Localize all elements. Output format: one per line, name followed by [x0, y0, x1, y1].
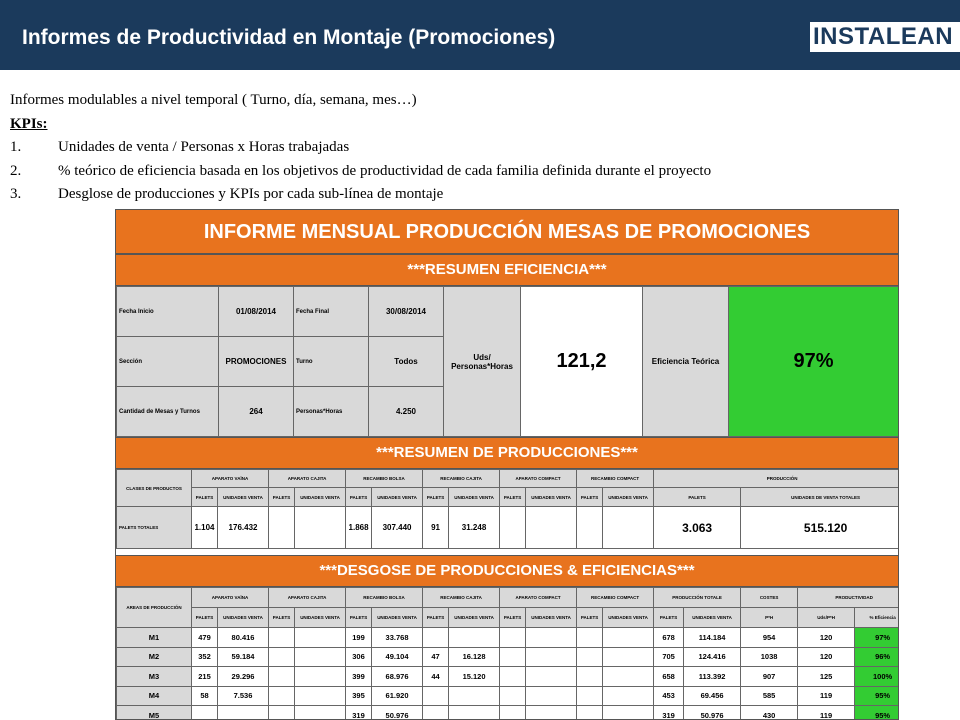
total-unidades-value: 515.120	[741, 507, 899, 549]
detail-cell	[500, 667, 526, 687]
production-cell	[603, 507, 654, 549]
area-label: M3	[117, 667, 192, 687]
production-cell: 1.104	[192, 507, 218, 549]
total-palets-cell: 705	[654, 647, 684, 667]
detail-cell	[526, 628, 577, 648]
costes-header: COSTES	[741, 588, 798, 608]
area-label: M5	[117, 706, 192, 720]
kpi-item	[10, 136, 950, 160]
unidades-subheader: UNIDADES VENTA	[295, 608, 346, 628]
eficiencia-cell: 95%	[855, 706, 899, 720]
detail-cell: 80.416	[218, 628, 269, 648]
palets-subheader: PALETS	[423, 488, 449, 507]
product-group-header: APARATO COMPACT	[500, 470, 577, 488]
kpi-item	[10, 183, 950, 207]
production-cell: 91	[423, 507, 449, 549]
ph-cell: 585	[741, 686, 798, 706]
detail-cell: 68.976	[372, 667, 423, 687]
detail-cell: 479	[192, 628, 218, 648]
udsph-cell: 119	[798, 686, 855, 706]
production-cell	[295, 507, 346, 549]
detail-cell	[577, 647, 603, 667]
palets-subheader: PALETS	[346, 488, 372, 507]
production-cell	[500, 507, 526, 549]
detail-cell	[269, 647, 295, 667]
udsph-subheader: Uds/P*H	[798, 608, 855, 628]
unidades-subheader: UNIDADES VENTA	[603, 608, 654, 628]
detail-cell	[295, 667, 346, 687]
ph-subheader: P*H	[741, 608, 798, 628]
detail-cell	[423, 706, 449, 720]
detail-cell: 399	[346, 667, 372, 687]
detail-cell: 306	[346, 647, 372, 667]
fecha-inicio-label: Fecha Inicio	[117, 287, 219, 337]
detail-cell	[577, 667, 603, 687]
production-cell: 176.432	[218, 507, 269, 549]
ph-cell: 907	[741, 667, 798, 687]
cantidad-value: 264	[219, 387, 294, 437]
kpi-heading: KPIs:	[10, 115, 48, 132]
detail-cell	[603, 647, 654, 667]
total-unidades-cell: 124.416	[684, 647, 741, 667]
detail-group-header: RECAMBIO BOLSA	[346, 588, 423, 608]
monthly-report	[115, 209, 899, 720]
detail-group-header: RECAMBIO COMPACT	[577, 588, 654, 608]
ph-cell: 430	[741, 706, 798, 720]
total-palets-cell: 678	[654, 628, 684, 648]
eficiencia-cell: 97%	[855, 628, 899, 648]
detail-cell: 319	[346, 706, 372, 720]
kpi-number: 1.	[10, 139, 22, 155]
detail-cell	[269, 686, 295, 706]
unidades-subheader: UNIDADES VENTA	[526, 488, 577, 507]
cantidad-label: Cantidad de Mesas y Turnos	[117, 387, 219, 437]
palets-subheader: PALETS	[577, 488, 603, 507]
intro-line: Informes modulables a nivel temporal ( Turno, día, semana, mes…)	[10, 92, 417, 108]
produccion-header: PRODUCCIÓN	[654, 470, 899, 488]
detail-cell	[526, 706, 577, 720]
turno-label: Turno	[294, 337, 369, 387]
detail-cell	[269, 628, 295, 648]
kpi-number: 2.	[10, 162, 22, 179]
detail-cell: 215	[192, 667, 218, 687]
unidades-subheader: UNIDADES VENTA	[372, 488, 423, 507]
detail-cell: 33.768	[372, 628, 423, 648]
detail-cell: 61.920	[372, 686, 423, 706]
total-unidades-cell: 50.976	[684, 706, 741, 720]
ph-cell: 1038	[741, 647, 798, 667]
area-label: M4	[117, 686, 192, 706]
produccion-total-header: PRODUCCIÓN TOTALE	[654, 588, 741, 608]
total-unidades-cell: 114.184	[684, 628, 741, 648]
total-unidades-subheader: UNIDADES DE VENTA TOTALES	[741, 488, 899, 507]
detail-cell	[269, 706, 295, 720]
detail-cell	[192, 706, 218, 720]
detail-cell	[526, 686, 577, 706]
detail-cell	[295, 706, 346, 720]
total-palets-value: 3.063	[654, 507, 741, 549]
palets-subheader: PALETS	[346, 608, 372, 628]
efficiency-summary-table	[116, 286, 899, 437]
detail-cell	[577, 706, 603, 720]
detail-cell	[449, 628, 500, 648]
unidades-subheader: UNIDADES VENTA	[218, 488, 269, 507]
detail-group-header: APARATO CAJITA	[269, 588, 346, 608]
palets-subheader: PALETS	[192, 488, 218, 507]
production-cell	[269, 507, 295, 549]
detail-cell	[500, 706, 526, 720]
detail-cell: 7.536	[218, 686, 269, 706]
detail-band: ***DESGOSE DE PRODUCCIONES & EFICIENCIAS***	[116, 555, 898, 587]
fecha-final-label: Fecha Final	[294, 287, 369, 337]
fecha-inicio-value: 01/08/2014	[219, 287, 294, 337]
area-label: M1	[117, 628, 192, 648]
detail-group-header: RECAMBIO CAJITA	[423, 588, 500, 608]
uds-label-line2: Personas*Horas	[451, 361, 513, 371]
palets-subheader: PALETS	[500, 608, 526, 628]
total-unidades-subheader: UNIDADES VENTA	[684, 608, 741, 628]
detail-cell	[603, 628, 654, 648]
production-cell	[577, 507, 603, 549]
uds-value: 121,2	[521, 287, 643, 437]
udsph-cell: 125	[798, 667, 855, 687]
detail-cell: 16.128	[449, 647, 500, 667]
detail-cell	[449, 706, 500, 720]
uds-label	[444, 287, 521, 437]
eficiencia-cell: 100%	[855, 667, 899, 687]
unidades-subheader: UNIDADES VENTA	[295, 488, 346, 507]
detail-cell	[449, 686, 500, 706]
palets-subheader: PALETS	[577, 608, 603, 628]
total-palets-subheader: PALETS	[654, 488, 741, 507]
productividad-header: PRODUCTIVIDAD	[798, 588, 899, 608]
kpi-item	[10, 160, 950, 184]
fecha-final-value: 30/08/2014	[369, 287, 444, 337]
palets-subheader: PALETS	[269, 608, 295, 628]
production-cell	[526, 507, 577, 549]
intro-text	[10, 89, 950, 207]
uds-label-line1: Uds/	[473, 352, 491, 362]
detail-cell: 59.184	[218, 647, 269, 667]
udsph-cell: 119	[798, 706, 855, 720]
detail-cell	[526, 647, 577, 667]
palets-totales-label: PALETS TOTALES	[117, 507, 192, 549]
production-cell: 1.868	[346, 507, 372, 549]
palets-subheader: PALETS	[269, 488, 295, 507]
unidades-subheader: UNIDADES VENTA	[526, 608, 577, 628]
unidades-subheader: UNIDADES VENTA	[218, 608, 269, 628]
product-group-header: APARATO CAJITA	[269, 470, 346, 488]
detail-cell	[295, 628, 346, 648]
total-palets-subheader: PALETS	[654, 608, 684, 628]
table-row	[117, 706, 900, 720]
detail-cell: 50.976	[372, 706, 423, 720]
total-unidades-cell: 69.456	[684, 686, 741, 706]
detail-cell: 352	[192, 647, 218, 667]
udsph-cell: 120	[798, 647, 855, 667]
detail-cell: 29.296	[218, 667, 269, 687]
summary-band: ***RESUMEN EFICIENCIA***	[116, 254, 898, 286]
kpi-text: Desglose de producciones y KPIs por cada sub-línea de montaje	[58, 186, 444, 202]
udsph-cell: 120	[798, 628, 855, 648]
palets-subheader: PALETS	[423, 608, 449, 628]
product-group-header: RECAMBIO BOLSA	[346, 470, 423, 488]
detail-cell	[295, 647, 346, 667]
table-row	[117, 647, 900, 667]
clases-label: CLASES DE PRODUCTOS	[117, 470, 192, 507]
detail-cell	[269, 667, 295, 687]
eficiencia-cell: 96%	[855, 647, 899, 667]
unidades-subheader: UNIDADES VENTA	[449, 608, 500, 628]
production-summary-table	[116, 469, 899, 549]
detail-cell	[218, 706, 269, 720]
detail-cell: 44	[423, 667, 449, 687]
instalean-logo: INSTALEAN	[810, 22, 960, 52]
unidades-subheader: UNIDADES VENTA	[603, 488, 654, 507]
personas-label: Personas*Horas	[294, 387, 369, 437]
eficiencia-cell: 95%	[855, 686, 899, 706]
detail-cell	[577, 628, 603, 648]
detail-cell	[423, 686, 449, 706]
production-cell: 31.248	[449, 507, 500, 549]
table-row	[117, 686, 900, 706]
product-group-header: APARATO VAÏNA	[192, 470, 269, 488]
kpi-list	[10, 136, 950, 207]
detail-cell	[603, 686, 654, 706]
detail-group-header: APARATO COMPACT	[500, 588, 577, 608]
total-palets-cell: 453	[654, 686, 684, 706]
personas-value: 4.250	[369, 387, 444, 437]
detail-cell: 199	[346, 628, 372, 648]
seccion-value: PROMOCIONES	[219, 337, 294, 387]
table-row	[117, 628, 900, 648]
total-palets-cell: 658	[654, 667, 684, 687]
kpi-text: Unidades de venta / Personas x Horas trabajadas	[58, 139, 350, 155]
detail-cell	[295, 686, 346, 706]
header-bar	[0, 0, 960, 70]
detail-cell: 47	[423, 647, 449, 667]
area-label: M2	[117, 647, 192, 667]
table-row	[117, 667, 900, 687]
areas-label: AREAS DE PRODUCCIÓN	[117, 588, 192, 628]
detail-cell	[500, 686, 526, 706]
kpi-number: 3.	[10, 186, 22, 202]
palets-subheader: PALETS	[192, 608, 218, 628]
detail-cell	[500, 647, 526, 667]
detail-cell: 395	[346, 686, 372, 706]
production-cell: 307.440	[372, 507, 423, 549]
detail-cell	[500, 628, 526, 648]
product-group-header: RECAMBIO COMPACT	[577, 470, 654, 488]
unidades-subheader: UNIDADES VENTA	[449, 488, 500, 507]
turno-value: Todos	[369, 337, 444, 387]
seccion-label: Sección	[117, 337, 219, 387]
detail-cell	[603, 706, 654, 720]
ph-cell: 954	[741, 628, 798, 648]
detail-group-header: APARATO VAÏNA	[192, 588, 269, 608]
eficiencia-label: Eficiencia Teórica	[643, 287, 729, 437]
total-palets-cell: 319	[654, 706, 684, 720]
product-group-header: RECAMBIO CAJITA	[423, 470, 500, 488]
production-band: ***RESUMEN DE PRODUCCIONES***	[116, 437, 898, 469]
slide-title: Informes de Productividad en Montaje (Promociones)	[22, 26, 556, 49]
production-detail-table	[116, 587, 899, 720]
detail-cell	[423, 628, 449, 648]
palets-subheader: PALETS	[500, 488, 526, 507]
kpi-text: % teórico de eficiencia basada en los objetivos de productividad de cada familia definida durante el proyecto	[58, 162, 712, 179]
detail-cell: 49.104	[372, 647, 423, 667]
total-unidades-cell: 113.392	[684, 667, 741, 687]
report-title: INFORME MENSUAL PRODUCCIÓN MESAS DE PROMOCIONES	[116, 210, 898, 254]
detail-cell: 15.120	[449, 667, 500, 687]
eficiencia-value: 97%	[729, 287, 899, 437]
detail-cell	[577, 686, 603, 706]
detail-cell	[526, 667, 577, 687]
detail-cell: 58	[192, 686, 218, 706]
eficiencia-subheader: % Eficiencia	[855, 608, 899, 628]
unidades-subheader: UNIDADES VENTA	[372, 608, 423, 628]
detail-cell	[603, 667, 654, 687]
